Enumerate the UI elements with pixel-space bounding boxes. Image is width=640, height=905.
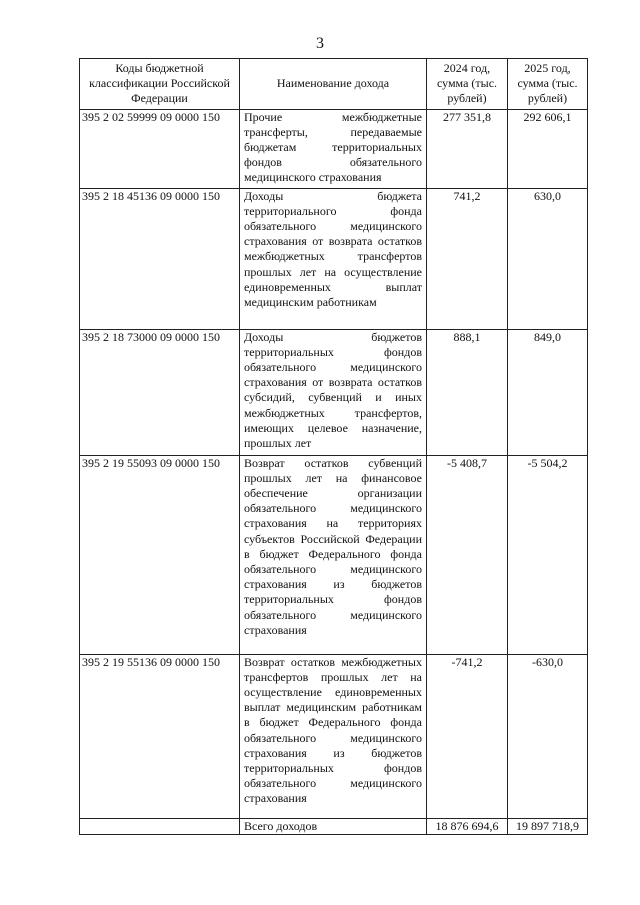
row-code: 395 2 19 55093 09 0000 150 [80,455,240,654]
table-header-row [80,59,588,110]
row-amount-2024: 741,2 [427,188,508,329]
row-name: Возврат остатков межбюджетных трансфертов прошлых лет на осуществление единовременных выплат медицинским работникам в бюджет Федерального фонда обязательного медицинского страхования из бюджетов территориальных фондов обязательного медицинского страхования [240,654,427,818]
row-amount-2025: 630,0 [508,188,588,329]
row-amount-2025: 849,0 [508,329,588,455]
row-name: Возврат остатков субвенций прошлых лет на финансовое обеспечение организации обязательного медицинского страхования на территориях субъектов Российской Федерации в бюджет Федерального фонда обязательного медицинского страхования из бюджетов территориальных фондов обязательного медицинского страхования [240,455,427,654]
total-label: Всего доходов [240,818,427,834]
row-amount-2024: -5 408,7 [427,455,508,654]
table-row [80,654,588,818]
row-name: Прочие межбюджетные трансферты, передаваемые бюджетам территориальных фондов обязательного медицинского страхования [240,109,427,188]
row-amount-2024: -741,2 [427,654,508,818]
row-amount-2024: 888,1 [427,329,508,455]
row-code: 395 2 18 45136 09 0000 150 [80,188,240,329]
table-row [80,329,588,455]
header-2024: 2024 год, сумма (тыс. рублей) [427,59,508,110]
header-code: Коды бюджетной классификации Российской Федерации [80,59,240,110]
table-row [80,455,588,654]
revenue-table [79,58,588,835]
row-amount-2025: -630,0 [508,654,588,818]
row-name: Доходы бюджетов территориальных фондов обязательного медицинского страхования от возврата остатков субсидий, субвенций и иных межбюджетных трансфертов, имеющих целевое назначение, прошлых лет [240,329,427,455]
row-amount-2025: 292 606,1 [508,109,588,188]
row-amount-2024: 277 351,8 [427,109,508,188]
total-row [80,818,588,834]
total-code-empty [80,818,240,834]
row-code: 395 2 18 73000 09 0000 150 [80,329,240,455]
page-number: 3 [316,35,324,52]
header-name: Наименование дохода [240,59,427,110]
row-code: 395 2 02 59999 09 0000 150 [80,109,240,188]
table-row [80,188,588,329]
total-amount-2025: 19 897 718,9 [508,818,588,834]
row-name: Доходы бюджета территориального фонда обязательного медицинского страхования от возврата остатков межбюджетных трансфертов прошлых лет на осуществление единовременных выплат медицинским работникам [240,188,427,329]
row-amount-2025: -5 504,2 [508,455,588,654]
total-amount-2024: 18 876 694,6 [427,818,508,834]
row-code: 395 2 19 55136 09 0000 150 [80,654,240,818]
header-2025: 2025 год, сумма (тыс. рублей) [508,59,588,110]
table-row [80,109,588,188]
